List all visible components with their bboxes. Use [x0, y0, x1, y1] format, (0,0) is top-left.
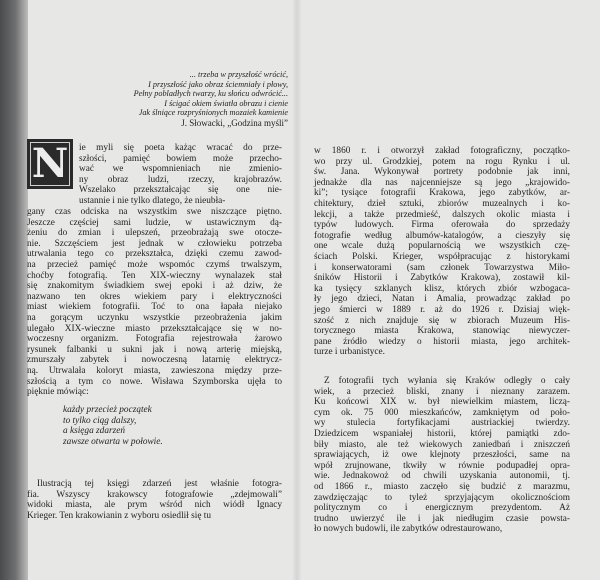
text-line: nazwano ten okres wiekiem pary i elektryczności [27, 291, 282, 302]
text-line: ki”; tysiące fotografii Krakowa, jego zabytków, ar- [314, 188, 570, 199]
column-gutter [292, 0, 302, 580]
text-line: widoki miasta, ale prym wśród nich wiódł Ignacy [27, 500, 282, 511]
text-line: wpół zrujnowane, tkwiły w równie podupadłej opra- [314, 460, 570, 471]
text-line: św. Jana. Wykonywał portrety podobnie jak inni, [314, 167, 570, 178]
text-line: ny obraz ludzi, rzeczy, krajobrazów. [79, 174, 282, 185]
poem-line: zawsze otwarta w połowie. [63, 436, 163, 447]
text-line: Dziedzicem wspaniałej historii, której pamiątki zdo- [314, 428, 570, 439]
text-line: na przecież pamięć może wspomóc czymś trwalszym, [27, 259, 282, 270]
epigraph [72, 70, 288, 129]
text-line: chitektury, dzieł sztuki, zbiorów muzealnych i ko- [314, 198, 570, 209]
text-line: choćby fotografią. Ten XIX-wieczny wynalazek stał [27, 270, 282, 281]
text-line: one wcale dużą popularnością we wszystkich czę- [314, 241, 570, 252]
text-line: jego śmierci w 1889 r. aż do 1926 r. Dzisiaj więk- [314, 304, 570, 315]
text-line: wiek, a przecież bliski, znany i nieznany zarazem. [314, 386, 570, 397]
initial-letter: N [31, 140, 69, 187]
text-line: wo przy ul. Grodzkiej, potem na rogu Rynku i ul. [314, 156, 570, 167]
text-line: lekcji, a także przedmieść, dalszych okolic miasta i [314, 209, 570, 220]
text-line: biły miasto, ale też wiekowych zaniedbań i zniszczeń [314, 439, 570, 450]
text-line: ie myli się poeta każąc wracać do prze- [79, 143, 282, 153]
text-line: żeniu do zmian i ulepszeń, przeobrażają swe otocze- [27, 228, 282, 239]
text-line: ustannie i nie tylko dlatego, że nieubła- [79, 195, 226, 206]
text-line: szłości, pamięć bowiem może przecho- [79, 153, 282, 164]
text-line: turze i urbanistyce. [314, 347, 385, 358]
text-line: woczesny organizm. Fotografia rejestrowała żarowo [27, 334, 282, 345]
text-line: na gorącym uczynku wszystkie przeobrażenia jakim [27, 312, 282, 323]
poem-quote [27, 405, 282, 447]
left-column-body [27, 207, 282, 398]
text-line: zmurszały zabytek i nowoczesną latarnię elektrycz- [27, 355, 282, 366]
text-line: Z fotografii tych wyłania się Kraków odległy o cały [324, 376, 570, 386]
text-line: Jeszcze częściej sami ludzie, w ustawicznym dą- [27, 217, 282, 228]
text-line: nie. Szczęściem jest jednak w człowieku potrzeba [27, 238, 282, 249]
text-line: szość z nich znajduje się w zbiorach Muzeum His- [314, 315, 570, 326]
epigraph-line: Pełny pobladłych twarzy, ku słońcu odwrócić... [133, 89, 288, 99]
text-line: torycznego miasta Krakowa, stanowiąc niewyczer- [314, 326, 570, 337]
epigraph-attribution: J. Słowacki, „Godzina myśli” [181, 117, 288, 128]
text-line: w 1860 r. i otworzył zakład fotograficzny, początko- [314, 146, 570, 156]
epigraph-line: I przyszłość jako obraz ściemniały i płowy, [148, 79, 288, 89]
text-line: wie. Jednakowoż od chwili uzyskania autonomii, tj. [314, 471, 570, 482]
text-line: jednakże dla nas najcenniejsze są jego „krajowido- [314, 177, 570, 188]
text-line: Krieger. Ten krakowianin z wyboru osiedlił się tu [27, 510, 212, 521]
initial-frame [30, 142, 70, 186]
poem-line: to tylko ciąg dalszy, [63, 415, 137, 426]
text-line: wać we wspomnieniach nie zmienio- [79, 164, 282, 175]
poem-line: a księga zdarzeń [63, 426, 125, 437]
epigraph-line: ... trzeba w przyszłość wrócić, [189, 70, 288, 79]
book-spine-shadow [0, 0, 28, 580]
text-line: cym ok. 75 000 mieszkańców, zamkniętym od poło- [314, 407, 570, 418]
text-line: od 1866 r., miasto zaczęło się budzić z marazmu, [314, 481, 570, 492]
text-line: ną. Utrwalała koloryt miasta, zawieszona między prze- [27, 365, 282, 376]
text-line: typów ludowych. Firma oferowała do sprzedaży [314, 220, 570, 231]
text-line: sprawiających, iż owe klejnoty przeszłości, same na [314, 450, 570, 461]
text-line: miast wiekiem fotografii. Toć to ona łapała niejako [27, 302, 282, 313]
text-line: gany czas odciska na wszystkim swe niszczące piętno. [27, 207, 282, 217]
text-line: utrwalania tego co przekształca, dzięki czemu zawod- [27, 249, 282, 260]
text-line: pane źródło wiedzy o historii miasta, jego architek- [314, 336, 570, 347]
left-column-closing [27, 479, 282, 521]
text-line: Ku końcowi XIX w. był niewielkim miastem, liczą- [314, 397, 570, 408]
right-column-continuation [314, 376, 570, 535]
text-line: wy stulecia fortyfikacjami austriackiej twierdzy. [314, 418, 570, 429]
text-line: śników Historii i Zabytków Krakowa), zostawił kil- [314, 273, 570, 284]
poem-lines [63, 405, 282, 447]
epigraph-line: Jak ślniące rozpryśnionych mozaiek kamienie [138, 108, 288, 118]
text-line: trudno uwierzyć ile i jak niedługim czasie powsta- [314, 513, 570, 524]
text-line: rysunek falbanki u sukni jak i nową arterię miejską, [27, 344, 282, 355]
text-line: się znakomitym świadkiem swej epoki i aż dziw, że [27, 281, 282, 292]
decorative-initial [27, 139, 73, 189]
text-line: zawdzięczając to tyleż sprzyjającym okolicznościom [314, 492, 570, 503]
text-line: politycznym co i energicznym prezydentom. Aż [314, 503, 570, 514]
text-line: ły jego dzieci, Natan i Amalia, prowadząc zakład po [314, 294, 570, 305]
text-line: szłością a tym co nowe. Wisława Szymborska ujęła to [27, 376, 282, 387]
text-line: ulegało XIX-wieczne miasto przekształcające się w no- [27, 323, 282, 334]
text-line: Wszelako przekształcając się one nie- [79, 185, 282, 196]
left-column-intro [79, 143, 282, 207]
text-line: i konserwatorami (sam członek Towarzystwa Miło- [314, 262, 570, 273]
right-column-body [314, 146, 570, 358]
text-line: ło nowych budowli, ile zabytków odrestaurowano, [314, 524, 503, 535]
text-line: pięknie mówiąc: [27, 387, 89, 398]
text-line: fia. Wszyscy krakowscy fotografowie „zdejmowali” [27, 489, 282, 500]
text-line: ka tysięcy szklanych klisz, których zbiór wzbogaca- [314, 283, 570, 294]
text-line: fotografie według albumów-katalogów, a cieszyły się [314, 230, 570, 241]
epigraph-line: I ścigać okiem światła obrazu i cienie [164, 98, 288, 108]
poem-line: każdy przecież początek [63, 405, 152, 415]
text-line: Ilustracją tej księgi zdarzeń jest właśnie fotogra- [37, 479, 282, 489]
text-line: ściach Polski. Krieger, współpracując z historykami [314, 251, 570, 262]
